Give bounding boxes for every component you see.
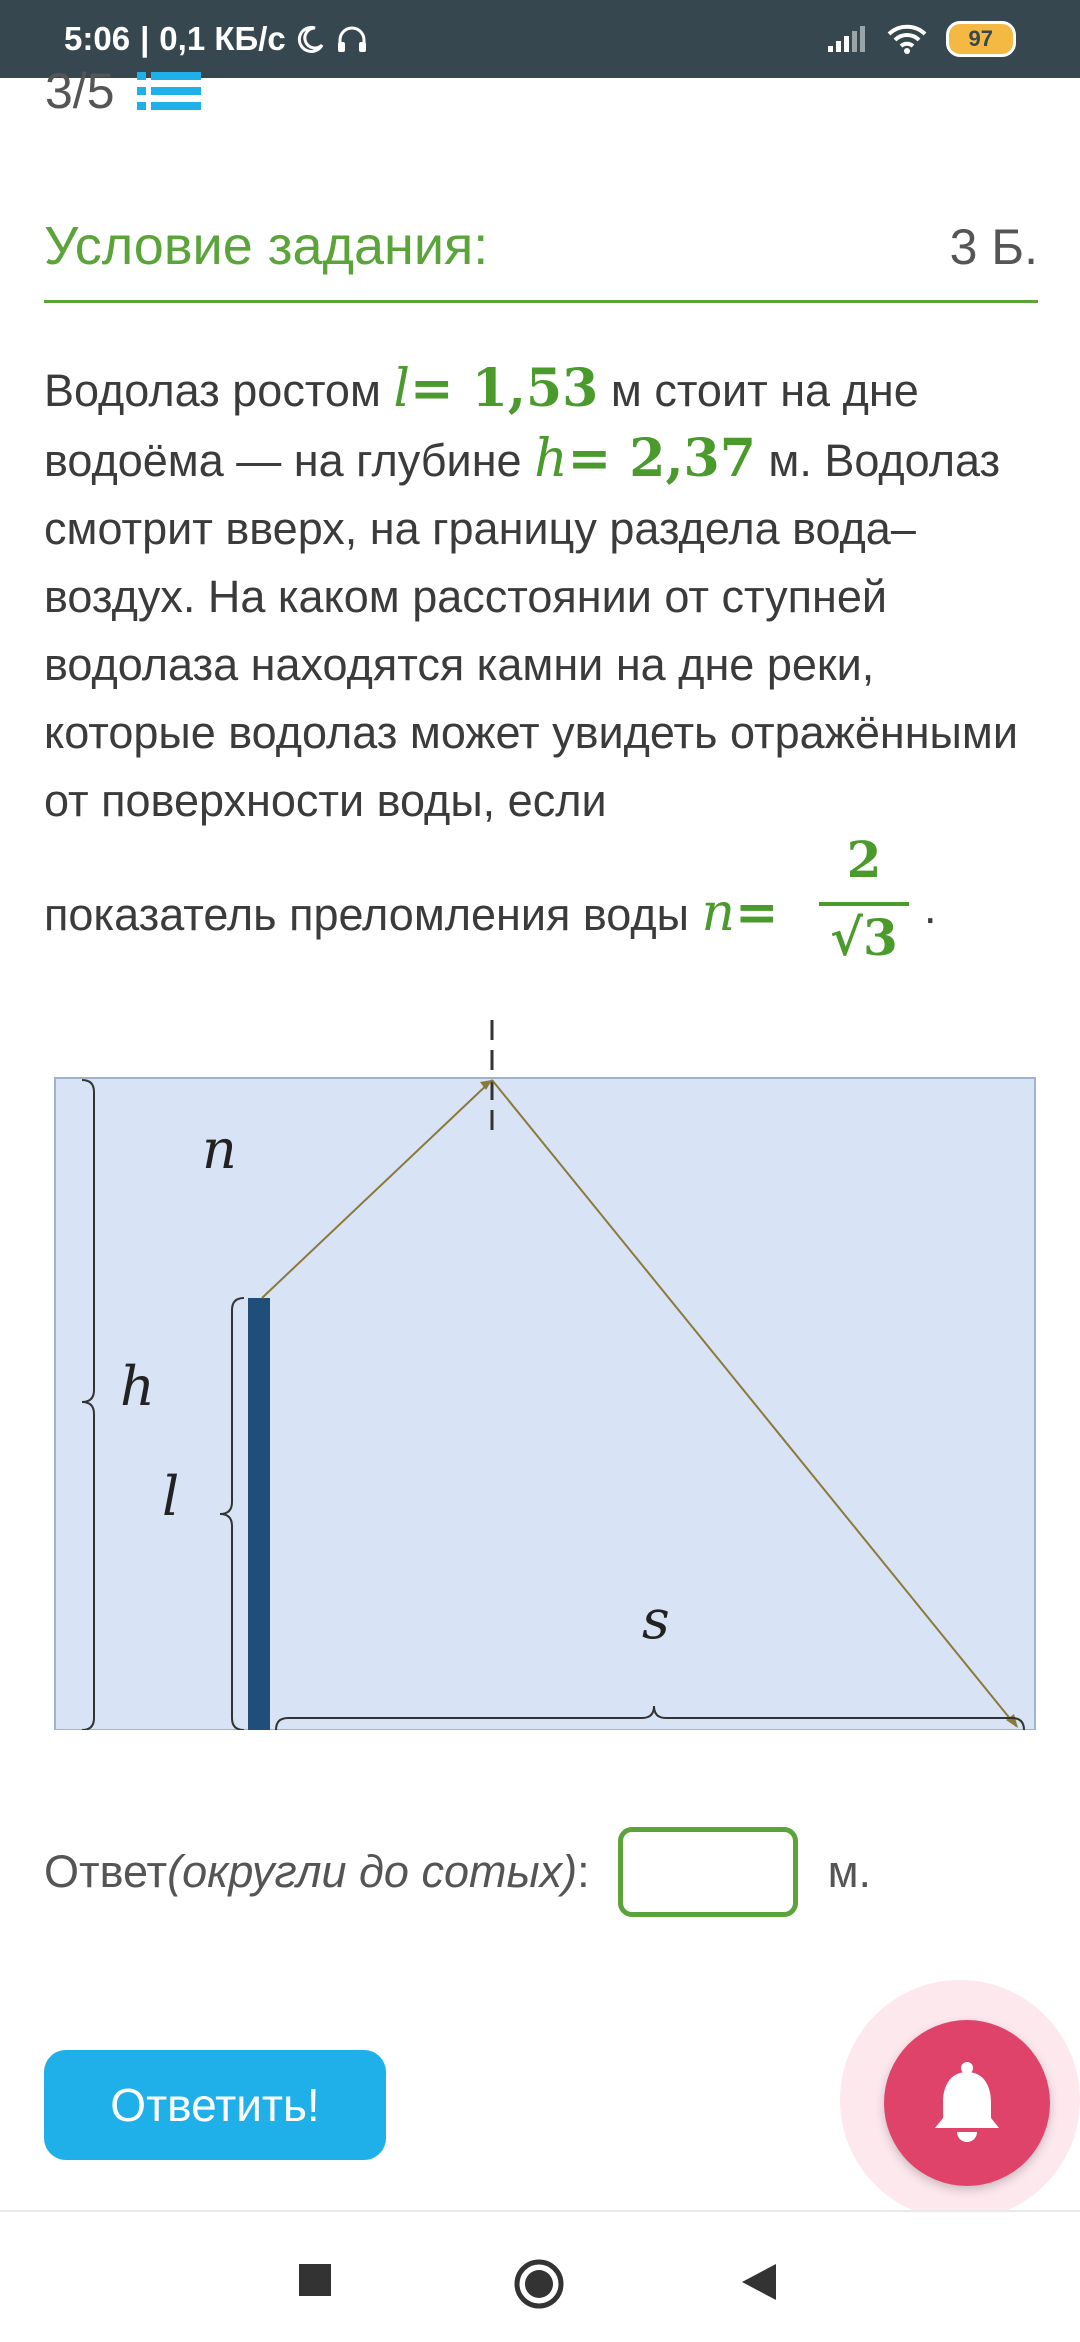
bell-icon: [927, 2060, 1007, 2146]
label-n: n: [202, 1118, 237, 1181]
task-text-part4-text: показатель преломления воды: [44, 889, 702, 940]
notification-button[interactable]: [884, 2020, 1050, 2186]
label-l: l: [162, 1465, 180, 1528]
section-header: [44, 215, 1038, 277]
label-s: s: [642, 1588, 670, 1651]
submit-button-label: Ответить!: [110, 2079, 320, 2131]
back-triangle-icon[interactable]: [740, 2262, 778, 2302]
battery-indicator: 97: [946, 21, 1016, 57]
formula-n-variable: n: [701, 883, 735, 943]
recents-square-icon[interactable]: [297, 2262, 333, 2298]
signal-icon: [826, 24, 868, 54]
task-text-part1: Водолаз ростом: [44, 365, 394, 416]
formula-n-equals: =: [734, 882, 779, 943]
headphones-icon: [336, 24, 368, 54]
status-right: [826, 0, 1016, 78]
section-title: Условие задания:: [44, 216, 489, 276]
diver-figure: [248, 1298, 270, 1730]
task-text-part4: [44, 882, 779, 943]
task-text-part3: м. Водолаз смотрит вверх, на границу раздела вода–воздух. На каком расстоянии от ступней водолаза находятся камни на дне реки, которые водолаз может увидеть отражёнными от поверхности воды, если: [44, 435, 1018, 826]
answer-unit: м.: [827, 1846, 872, 1897]
wifi-icon: [886, 23, 928, 55]
formula-h-variable: h: [534, 429, 568, 489]
status-time: 5:06: [64, 20, 131, 57]
formula-l-variable: l: [393, 359, 411, 419]
answer-input[interactable]: [618, 1827, 798, 1917]
formula-n-denominator: √3: [830, 908, 898, 967]
formula-l-equals: =: [410, 358, 472, 419]
task-text-part2: м стоит на дне водоёма — на глубине: [44, 365, 919, 486]
task-points: 3 Б.: [949, 219, 1038, 275]
task-list-icon[interactable]: [137, 70, 201, 112]
status-network-speed: 0,1 КБ/с: [159, 20, 286, 57]
task-counter-text: 3/5: [45, 63, 115, 119]
formula-h-value: 2,37: [629, 428, 756, 489]
home-circle-icon[interactable]: [513, 2258, 565, 2310]
system-navigation-bar: [0, 2210, 1080, 2342]
answer-label: Ответ: [44, 1846, 168, 1897]
task-text-refraction-line: [44, 830, 1038, 990]
formula-l-value: 1,53: [471, 358, 599, 419]
formula-h-equals: =: [567, 428, 630, 489]
task-text-end-period: .: [924, 882, 937, 933]
answer-hint: (округли до сотых): [167, 1846, 578, 1897]
formula-n-numerator: 2: [846, 830, 882, 889]
diver-reflection-diagram: [50, 1010, 1040, 1730]
label-h: h: [120, 1355, 155, 1418]
moon-icon: [296, 24, 326, 54]
formula-n-fraction: [819, 830, 909, 967]
section-divider: [44, 300, 1038, 303]
task-counter: [45, 62, 201, 120]
task-text: [44, 355, 1038, 835]
answer-colon: :: [577, 1846, 590, 1897]
answer-row: [44, 1820, 871, 1924]
status-separator: |: [140, 20, 150, 57]
submit-button[interactable]: [44, 2050, 386, 2160]
formula-n-fraction-bar: [819, 902, 909, 906]
